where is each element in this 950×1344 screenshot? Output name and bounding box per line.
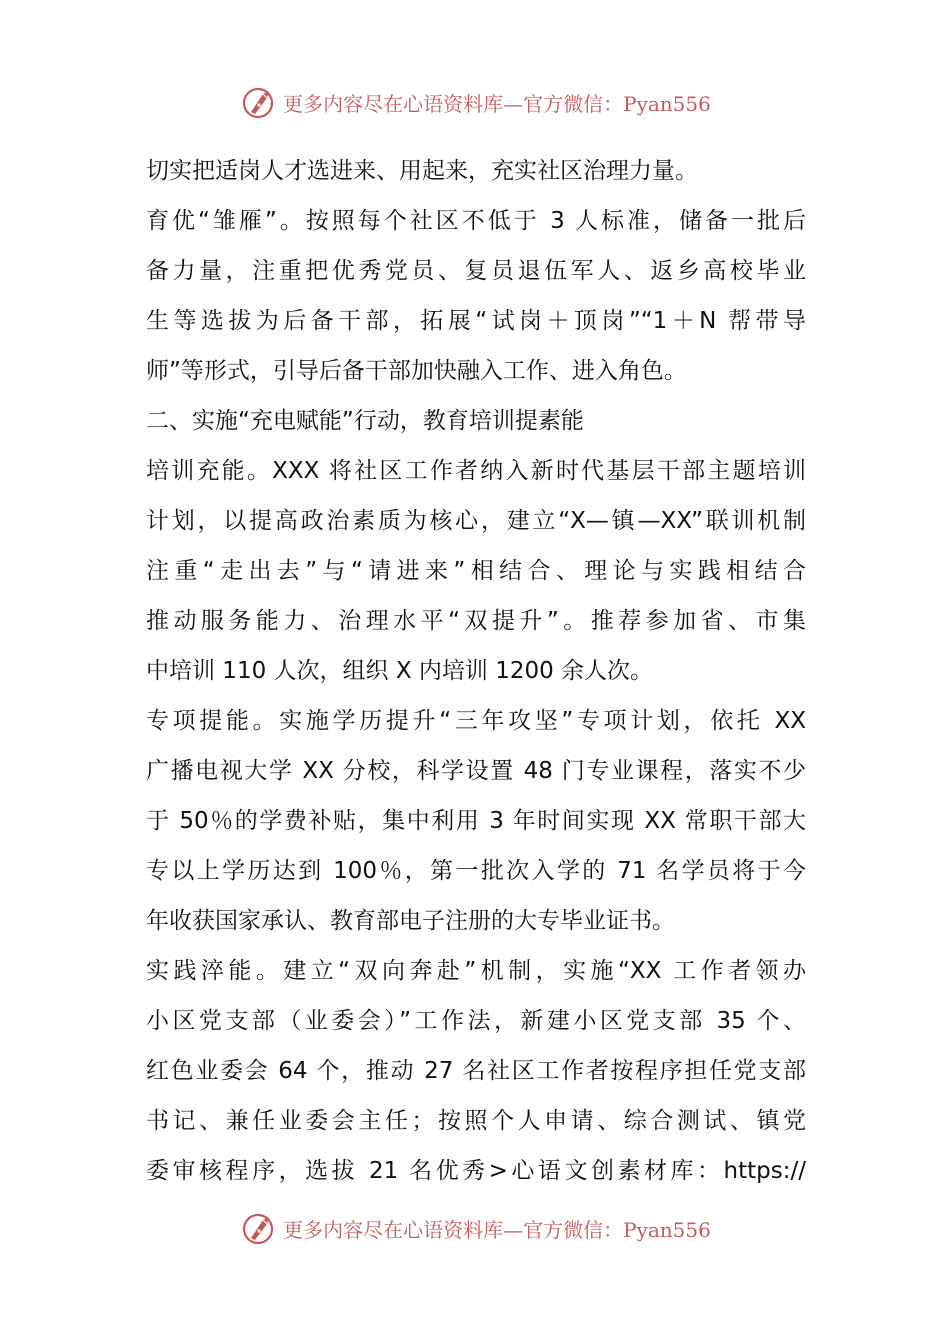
pen-nib-circle-icon — [239, 82, 279, 122]
pen-nib-circle-icon — [239, 1208, 279, 1248]
text-line: 推动服务能力、治理水平“双提升”。推荐参加省、市集 — [146, 608, 806, 634]
text-line: 生等选拔为后备干部，拓展“试岗＋顶岗”“1＋N 帮带导 — [146, 308, 806, 334]
document-body — [146, 146, 806, 1196]
text-line: 广播电视大学 XX 分校，科学设置 48 门专业课程，落实不少 — [146, 758, 806, 784]
text-line: 计划，以提高政治素质为核心，建立“X—镇—XX”联训机制 — [146, 508, 806, 534]
text-line: 红色业委会 64 个，推动 27 名社区工作者按程序担任党支部 — [146, 1058, 806, 1084]
text-line: 注重“走出去”与“请进来”相结合、理论与实践相结合 — [146, 558, 806, 584]
text-line: 备力量，注重把优秀党员、复员退伍军人、返乡高校毕业 — [146, 258, 806, 284]
text-line: 培训充能。XXX 将社区工作者纳入新时代基层干部主题培训 — [146, 458, 806, 484]
text-line: 育优“雏雁”。按照每个社区不低于 3 人标准，储备一批后 — [146, 208, 806, 234]
text-line: 于 50％的学费补贴，集中利用 3 年时间实现 XX 常职干部大 — [146, 808, 806, 834]
banner-text: 更多内容尽在心语资料库—官方微信：Pyan556 — [283, 91, 711, 116]
text-line: 切实把适岗人才选进来、用起来，充实社区治理力量。 — [146, 158, 698, 184]
text-line: 师”等形式，引导后备干部加快融入工作、进入角色。 — [146, 358, 687, 384]
text-line: 中培训 110 人次，组织 X 内培训 1200 余人次。 — [146, 658, 654, 684]
text-line: 专以上学历达到 100％，第一批次入学的 71 名学员将于今 — [146, 858, 806, 884]
text-line: 专项提能。实施学历提升“三年攻坚”专项计划，依托 XX — [146, 708, 806, 734]
text-line: 年收获国家承认、教育部电子注册的大专毕业证书。 — [146, 908, 675, 934]
text-line: 书记、兼任业委会主任；按照个人申请、综合测试、镇党 — [146, 1108, 806, 1134]
text-line: 委审核程序，选拔 21 名优秀>心语文创素材库：https:// — [146, 1158, 806, 1184]
banner-text: 更多内容尽在心语资料库—官方微信：Pyan556 — [283, 1217, 711, 1242]
text-line: 小区党支部（业委会）”工作法，新建小区党支部 35 个、 — [146, 1008, 806, 1034]
text-line: 实践淬能。建立“双向奔赴”机制，实施“XX 工作者领办 — [146, 958, 806, 984]
header-watermark-banner — [0, 82, 950, 122]
text-line: 二、实施“充电赋能”行动，教育培训提素能 — [146, 408, 584, 434]
footer-watermark-banner — [0, 1208, 950, 1248]
